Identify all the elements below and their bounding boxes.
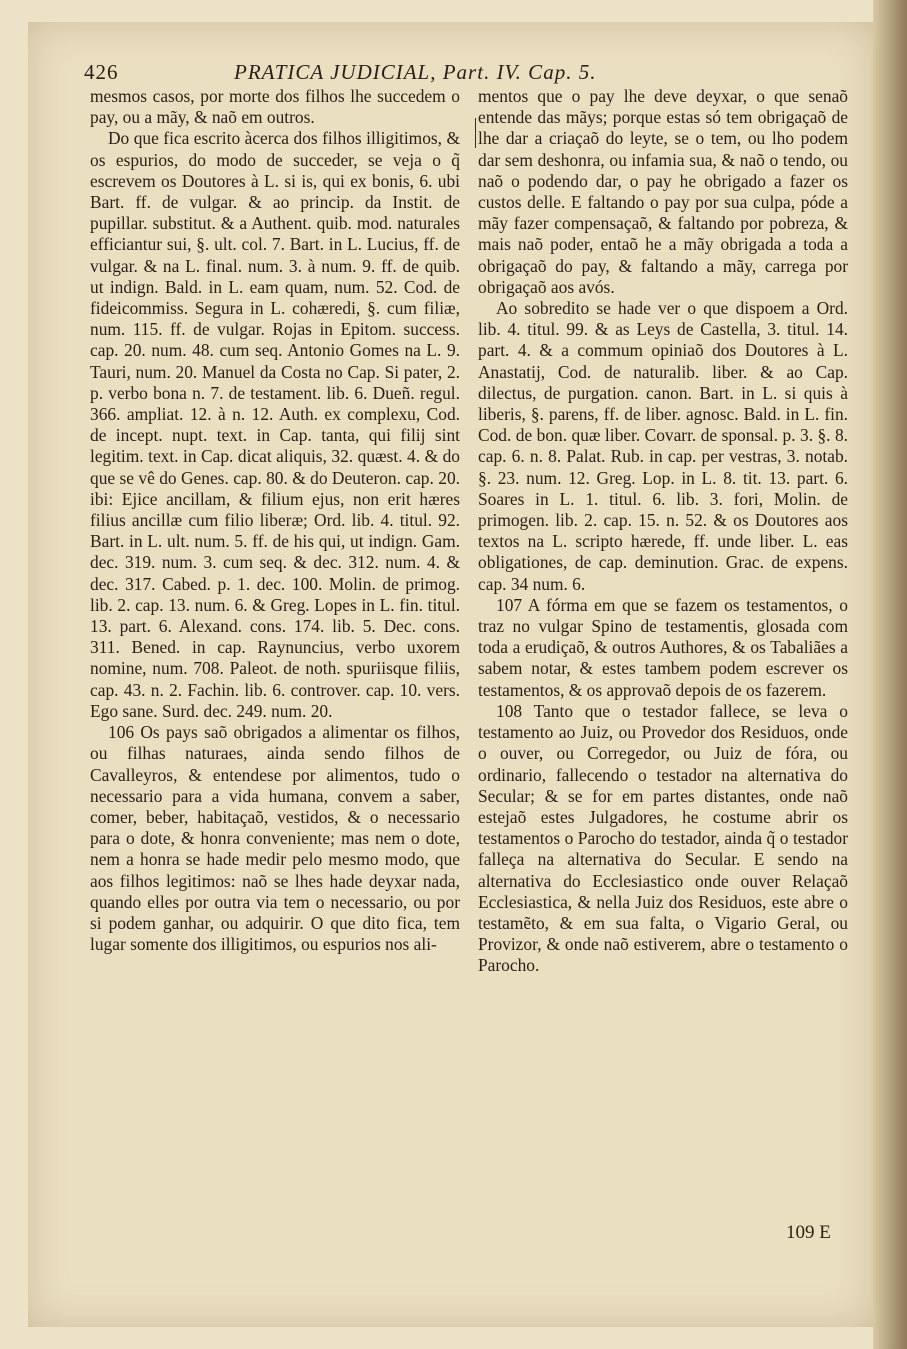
paragraph-ordinances: Ao sobredito se hade ver o que dispoem a Ord. lib. 4. titul. 99. & as Leys de Castella, 3. titul. 14. part. 4. & a commum opiniaõ dos Doutores à L. Anastatij, Cod. de naturalib. liber. & ao Cap. dilectus, de purgation. canon. Bart. in L. si quis à liberis, §. parens, ff. de liber. agnosc. Bald. in L. fin. Cod. de bon. quæ liber. Covarr. de sponsal. p. 3. §. 8. cap. 6. n. 8. Palat. Rub. in cap. per vestras, 3. notab. §. 23. num. 12. Greg. Lop. in L. 8. tit. 13. part. 6. Soares in L. 1. titul. 6. lib. 3. fori, Molin. de primogen. lib. 2. cap. 15. n. 52. & os Doutores aos textos na L. scripto hærede, ff. unde liber. L. eas obligationes, de cap. deminution. Grac. de expens. cap. 34 num. 6. [478, 298, 848, 594]
paragraph-continued-right: mentos que o pay lhe deve deyxar, o que senaõ entende das mãys; porque estas só tem obrigaçaõ de lhe dar a criaçaõ do leyte, se o tem, ou lho podem dar sem deshonra, ou infamia sua, & naõ o tendo, ou naõ o podendo dar, o pay he obrigado a fazer os custos delle. E faltando o pay por sua culpa, póde a mãy fazer compensaçaõ, & faltando por pobreza, & mais naõ poder, entaõ he a mãy obrigada a toda a obrigaçaõ do pay, & faltando a mãy, carrega por obrigaçaõ aos avós. [478, 86, 848, 297]
page-number: 426 [84, 60, 119, 84]
page-edge [873, 0, 907, 1349]
paragraph-illegitimate-succession: Do que fica escrito àcerca dos filhos illigitimos, & os espurios, do modo de succeder, se veja o q̃ escrevem os Doutores à L. si is, qui ex bonis, 6. ubi Bart. ff. de vulgar. & ao princip. da Instit. de pupillar. substitut. & a Authent. quib. mod. naturales efficiantur sui, §. ult. col. 7. Bart. in L. Lucius, ff. de vulgar. & na L. final. num. 3. à num. 9. ff. de quib. ut indign. Bald. in L. eam quam, num. 52. Cod. de fideicommiss. Segura in L. cohæredi, §. cum filiæ, num. 115. ff. de vulgar. Rojas in Epitom. success. cap. 20. num. 48. cum seq. Antonio Gomes na L. 9. Tauri, num. 20. Manuel da Costa no Cap. Si pater, 2. p. verbo bona n. 7. de testament. lib. 6. Dueñ. regul. 366. ampliat. 12. à n. 12. Auth. ex complexu, Cod. de incept. nupt. text. in Cap. tanta, qui filij sint legitim. text. in Cap. dicat aliquis, 32. quæst. 4. & do que se vê do Genes. cap. 80. & do Deuteron. cap. 20. ibi: Ejice ancillam, & filium ejus, non erit hæres filius ancillæ cum filio liberæ; Ord. lib. 4. titul. 92. Bart. in L. ult. num. 5. ff. de his qui, ut indign. Gam. dec. 319. num. 3. cum seq. & dec. 312. num. 4. & dec. 317. Cabed. p. 1. dec. 100. Molin. de primog. lib. 2. cap. 13. num. 6. & Greg. Lopes in L. fin. titul. 13. part. 6. Alexand. cons. 174. lib. 5. Dec. cons. 311. Bened. in cap. Raynuncius, verbo uxorem nomine, num. 708. Paleot. de noth. spuriisque filiis, cap. 43. n. 2. Fachin. lib. 6. controver. cap. 10. vers. Ego sane. Surd. dec. 249. num. 20. [90, 128, 460, 721]
paragraph-continued: mesmos casos, por morte dos filhos lhe succedem o pay, ou a mãy, & naõ em outros. [90, 86, 460, 128]
paragraph-107: 107 A fórma em que se fazem os testamentos, o traz no vulgar Spino de testamentis, glosada com toda a erudiçaõ, & outros Authores, & os Tabaliães a sabem notar, & estes tambem podem escrever os testamentos, & os approvaõ depois de os fazerem. [478, 594, 848, 700]
paragraph-108: 108 Tanto que o testador fallece, se leva o testamento ao Juiz, ou Provedor dos Residuos, onde o ouver, ou Corregedor, ou Juiz de fóra, ou ordinario, fallecendo o testador na alternativa do Secular; & se for em partes distantes, onde naõ estejaõ estes Julgadores, he costume abrir os testamentos o Parocho do testador, ainda q̃ o testador falleça na alternativa do Secular. E sendo na alternativa do Ecclesiastico onde ouver Relaçaõ Ecclesiastica, & nella Juiz dos Residuos, este abre o testamẽto, & em sua falta, o Vigario Geral, ou Provizor, & onde naõ estiverem, abre o testamento o Parocho. [478, 700, 848, 976]
left-column [90, 86, 460, 955]
catchword: 109 E [786, 1222, 831, 1243]
right-column [478, 86, 848, 977]
margin-mark [475, 118, 476, 148]
paragraph-106: 106 Os pays saõ obrigados a alimentar os filhos, ou filhas naturaes, ainda sendo filhos de Cavalleyros, & entendese por alimentos, tudo o necessario para a vida humana, convem a saber, comer, beber, habitaçaõ, vestidos, & o necessario para o dote, & honra conveniente; mas nem o dote, nem a honra se hade medir pelo mesmo modo, que aos filhos legitimos: naõ se lhes hade deyxar nada, quando elles por outra via tem o necessario, ou por si podem ganhar, ou adquirir. O que dito fica, tem lugar somente dos illigitimos, ou espurios nos ali- [90, 722, 460, 955]
page-header [84, 60, 859, 88]
running-title: PRATICA JUDICIAL, Part. IV. Cap. 5. [234, 60, 597, 84]
